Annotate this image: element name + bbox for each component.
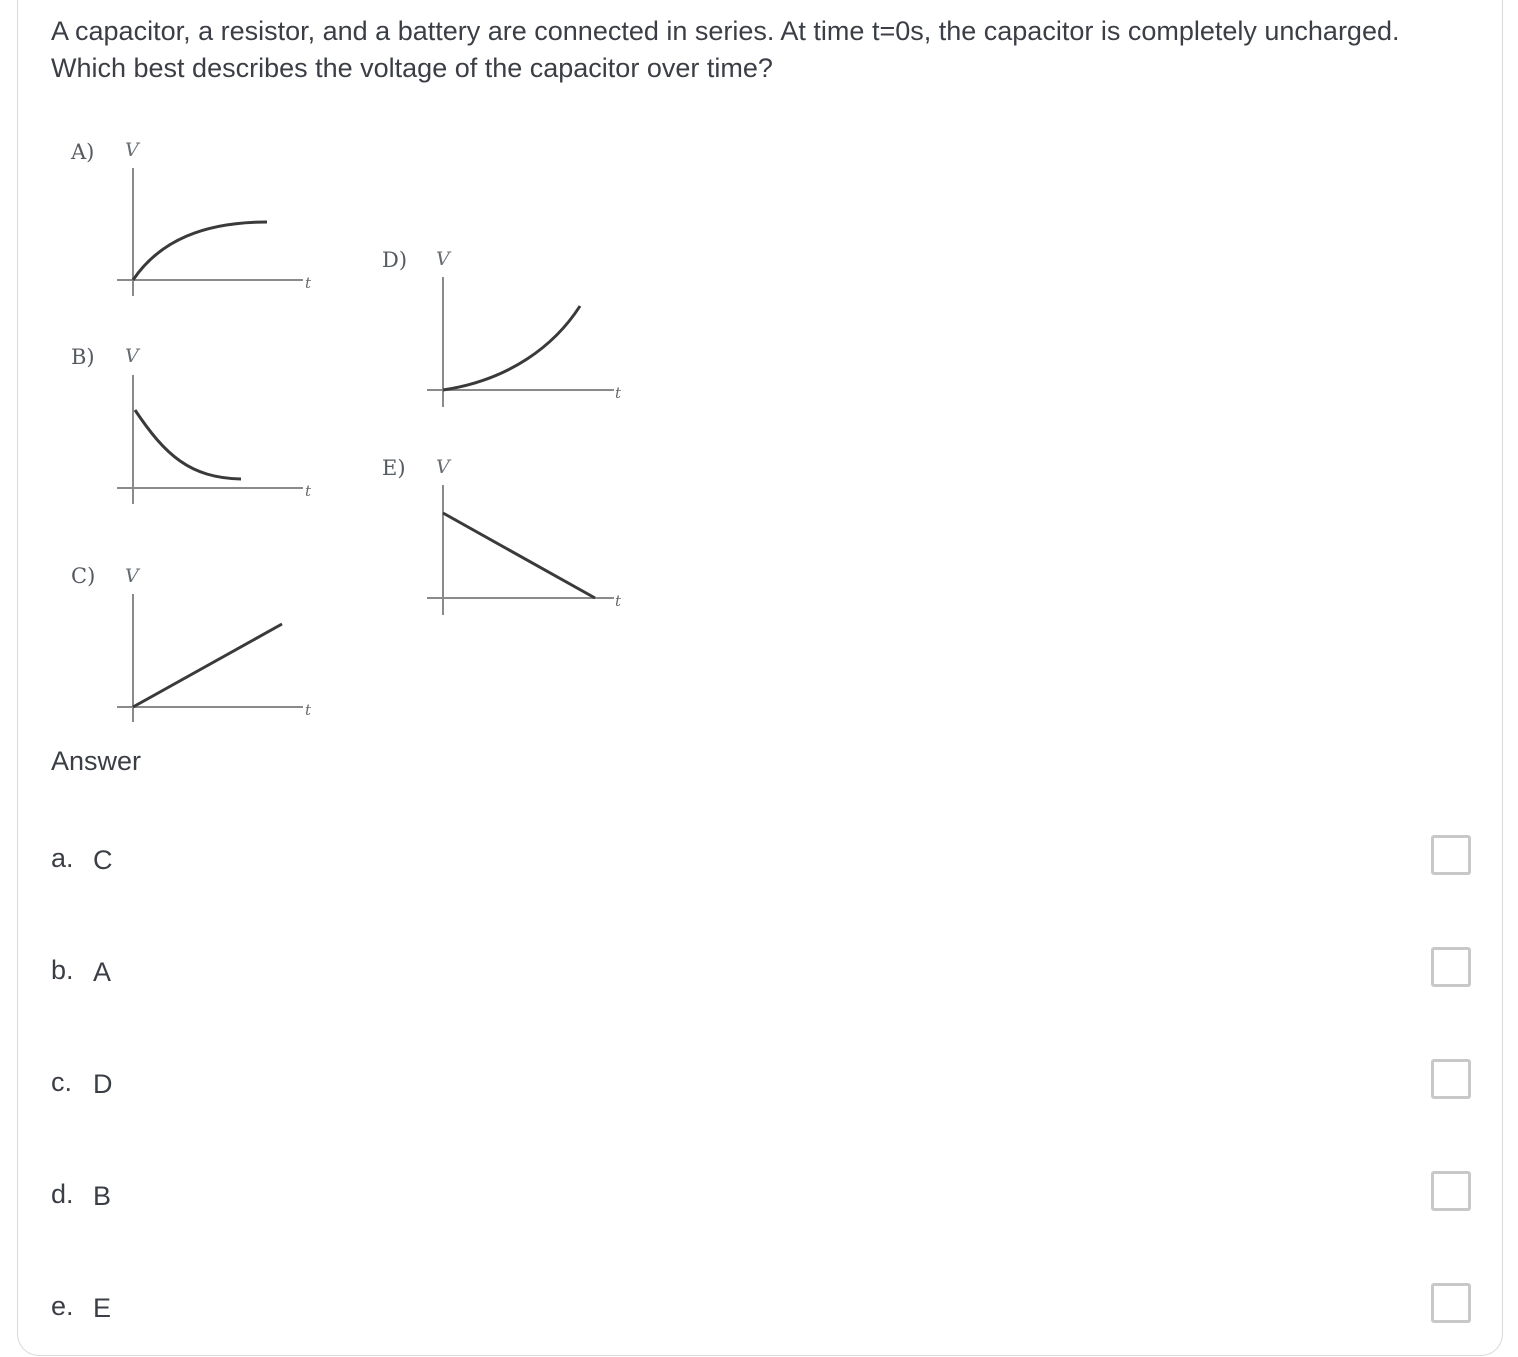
graph-a-label: A) [71, 140, 95, 164]
option-b-letter: b. [51, 955, 74, 985]
question-text: A capacitor, a resistor, and a battery are connected in series. At time t=0s, the capacitor is completely uncharged. Which best describes the voltage of the capacitor over time? [51, 16, 1400, 83]
graph-b [71, 345, 312, 504]
option-d-text: B [93, 1181, 112, 1211]
graph-d-label: D) [382, 248, 408, 272]
answer-option-b[interactable] [0, 947, 1518, 1007]
option-e-letter: e. [51, 1291, 74, 1321]
graph-e-x-label: t [615, 592, 622, 610]
option-b-text: A [93, 957, 112, 987]
option-c-checkbox[interactable] [1431, 1059, 1471, 1099]
answer-option-e[interactable] [0, 1283, 1518, 1343]
graph-c-y-label: V [125, 565, 139, 587]
answer-heading: Answer [51, 746, 142, 776]
graph-b-curve [135, 410, 241, 479]
graph-a-curve [133, 222, 267, 280]
graph-a-x-label: t [305, 274, 312, 292]
graph-a-y-label: V [125, 139, 139, 161]
option-e-text: E [93, 1293, 112, 1323]
option-a-checkbox[interactable] [1431, 835, 1471, 875]
graph-e-label: E) [382, 456, 406, 480]
graphs-svg [0, 0, 700, 740]
graph-a [70, 139, 312, 296]
answer-graphs-figure [0, 0, 700, 740]
graph-c-x-label: t [305, 701, 312, 719]
graph-d-x-label: t [615, 384, 622, 402]
answer-option-a[interactable] [0, 835, 1518, 895]
graph-e [382, 456, 622, 615]
option-b-checkbox[interactable] [1431, 947, 1471, 987]
answer-option-d[interactable] [0, 1171, 1518, 1231]
graph-c-label: C) [71, 564, 96, 588]
graph-e-curve [443, 513, 595, 598]
option-d-letter: d. [51, 1179, 74, 1209]
graph-b-label: B) [71, 345, 95, 369]
option-c-text: D [93, 1069, 113, 1099]
option-c-letter: c. [51, 1067, 73, 1097]
option-a-text: C [93, 845, 113, 875]
option-a-letter: a. [51, 843, 74, 873]
graph-d-y-label: V [436, 248, 450, 270]
graph-c-curve [133, 624, 282, 707]
graph-c [71, 564, 312, 722]
graph-b-x-label: t [305, 482, 312, 500]
graph-b-y-label: V [125, 345, 139, 367]
graph-e-y-label: V [436, 456, 450, 478]
option-d-checkbox[interactable] [1431, 1171, 1471, 1211]
answer-option-c[interactable] [0, 1059, 1518, 1119]
graph-d-curve [443, 306, 580, 390]
graph-d [382, 248, 622, 407]
option-e-checkbox[interactable] [1431, 1283, 1471, 1323]
